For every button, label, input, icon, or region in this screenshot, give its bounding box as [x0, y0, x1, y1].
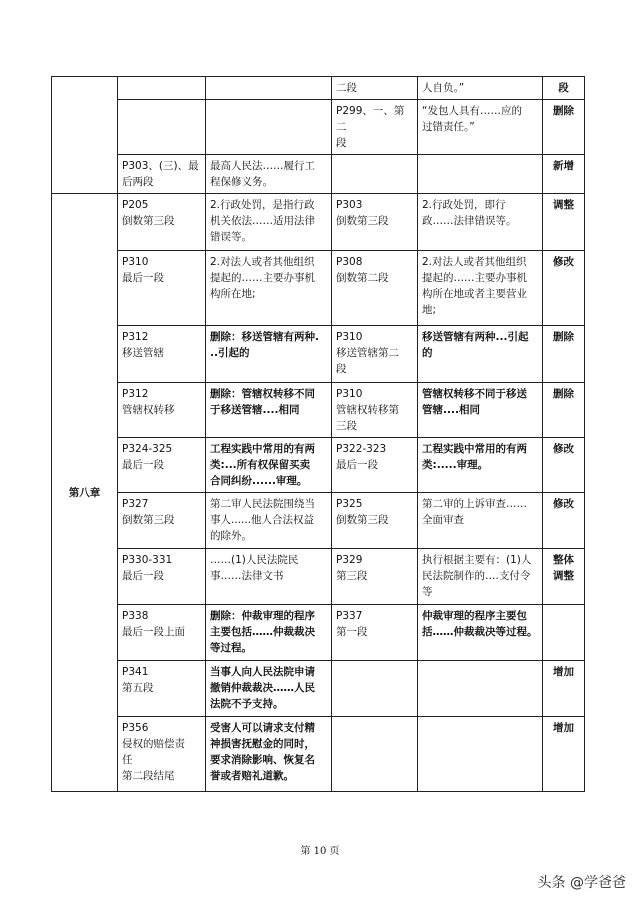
old-content-cell: 工程实践中常用的有两 类:...所有权保留买卖 合同纠纷......审理。: [206, 438, 332, 493]
new-location-cell: [332, 717, 418, 792]
old-location-cell: [118, 100, 206, 155]
old-location-cell: P356 侵权的赔偿责 任 第二段结尾: [118, 717, 206, 792]
new-content-cell: 第二审的上诉审查…… 全面审查: [418, 493, 543, 549]
action-cell: 增加: [543, 717, 585, 792]
new-location-cell: P329 第三段: [332, 549, 418, 605]
new-content-cell: 2.对法人或者其他组织 提起的……主要办事机 构所在地或者主要营业 地;: [418, 251, 543, 326]
new-content-cell: 2.行政处罚，即行 政……法律错误等。: [418, 194, 543, 251]
chapter-label: 第八章: [52, 194, 118, 792]
revision-table: [51, 76, 585, 792]
new-content-cell: 仲裁审理的程序主要包 括……仲裁裁决等过程。: [418, 605, 543, 661]
table-row: [52, 383, 585, 438]
old-content-cell: ……(1)人民法院民 事……法律文书: [206, 549, 332, 605]
action-cell: 修改: [543, 438, 585, 493]
old-location-cell: P310 最后一段: [118, 251, 206, 326]
new-content-cell: 工程实践中常用的有两 类:.....审理。: [418, 438, 543, 493]
new-content-cell: 移送管辖有两种...引起 的: [418, 326, 543, 383]
old-location-cell: P341 第五段: [118, 661, 206, 717]
new-content-cell: [418, 155, 543, 194]
action-cell: 删除: [543, 383, 585, 438]
table-row: [52, 605, 585, 661]
old-content-cell: 2.行政处罚，是指行政 机关依法……适用法律 错误等。: [206, 194, 332, 251]
new-content-cell: 人自负。”: [418, 77, 543, 100]
old-location-cell: [118, 77, 206, 100]
table-row: [52, 438, 585, 493]
table-row: [52, 155, 585, 194]
old-content-cell: [206, 77, 332, 100]
old-content-cell: 最高人民法……履行工 程保修义务。: [206, 155, 332, 194]
old-location-cell: P205 倒数第三段: [118, 194, 206, 251]
old-content-cell: 受害人可以请求支付精 神损害抚慰金的同时， 要求消除影响、恢复名 誉或者赔礼道歉。: [206, 717, 332, 792]
new-content-cell: 管辖权转移不同于移送 管辖....相同: [418, 383, 543, 438]
new-location-cell: P308 倒数第二段: [332, 251, 418, 326]
new-location-cell: P303 倒数第三段: [332, 194, 418, 251]
action-cell: 调整: [543, 194, 585, 251]
old-location-cell: P330-331 最后一段: [118, 549, 206, 605]
new-location-cell: P322-323 最后一段: [332, 438, 418, 493]
action-cell: [543, 605, 585, 661]
action-cell: 删除: [543, 326, 585, 383]
table-row: [52, 100, 585, 155]
action-cell: 增加: [543, 661, 585, 717]
old-location-cell: P312 移送管辖: [118, 326, 206, 383]
old-content-cell: 当事人向人民法院申请 撤销仲裁裁决……人民 法院不予支持。: [206, 661, 332, 717]
page-number: 第 10 页: [300, 846, 340, 857]
table-row: [52, 326, 585, 383]
table-row: [52, 77, 585, 100]
old-location-cell: P338 最后一段上面: [118, 605, 206, 661]
action-cell: 新增: [543, 155, 585, 194]
watermark: 头条 @学爸爸: [537, 875, 626, 891]
old-location-cell: P312 管辖权转移: [118, 383, 206, 438]
new-location-cell: P325 倒数第三段: [332, 493, 418, 549]
old-location-cell: P324-325 最后一段: [118, 438, 206, 493]
new-location-cell: [332, 661, 418, 717]
table-row: [52, 549, 585, 605]
table-row: [52, 194, 585, 251]
old-content-cell: 删除：移送管辖有两种. ..引起的: [206, 326, 332, 383]
old-location-cell: P327 倒数第三段: [118, 493, 206, 549]
action-cell: 修改: [543, 251, 585, 326]
table-row: [52, 717, 585, 792]
table-row: [52, 251, 585, 326]
new-content-cell: [418, 661, 543, 717]
old-content-cell: [206, 100, 332, 155]
old-content-cell: 删除：仲裁审理的程序 主要包括……仲裁裁决 等过程。: [206, 605, 332, 661]
new-location-cell: P299、一、第二 段: [332, 100, 418, 155]
new-location-cell: P310 管辖权转移第 三段: [332, 383, 418, 438]
new-content-cell: “发包人具有……应的 过错责任。”: [418, 100, 543, 155]
new-content-cell: 执行根据主要有：(1)人 民法院制作的….支付令 等: [418, 549, 543, 605]
table-row: [52, 661, 585, 717]
new-location-cell: [332, 155, 418, 194]
old-location-cell: P303、(三)、最 后两段: [118, 155, 206, 194]
chapter-cell-empty: [52, 77, 118, 194]
action-cell: 修改: [543, 493, 585, 549]
old-content-cell: 2.对法人或者其他组织 提起的……主要办事机 构所在地;: [206, 251, 332, 326]
new-location-cell: 二段: [332, 77, 418, 100]
old-content-cell: 第二审人民法院围绕当 事人......他人合法权益 的除外。: [206, 493, 332, 549]
action-cell: 整体 调整: [543, 549, 585, 605]
new-content-cell: [418, 717, 543, 792]
action-cell: 删除: [543, 100, 585, 155]
new-location-cell: P337 第一段: [332, 605, 418, 661]
action-cell: 段: [543, 77, 585, 100]
table-row: [52, 493, 585, 549]
new-location-cell: P310 移送管辖第二 段: [332, 326, 418, 383]
old-content-cell: 删除：管辖权转移不同 于移送管辖....相同: [206, 383, 332, 438]
